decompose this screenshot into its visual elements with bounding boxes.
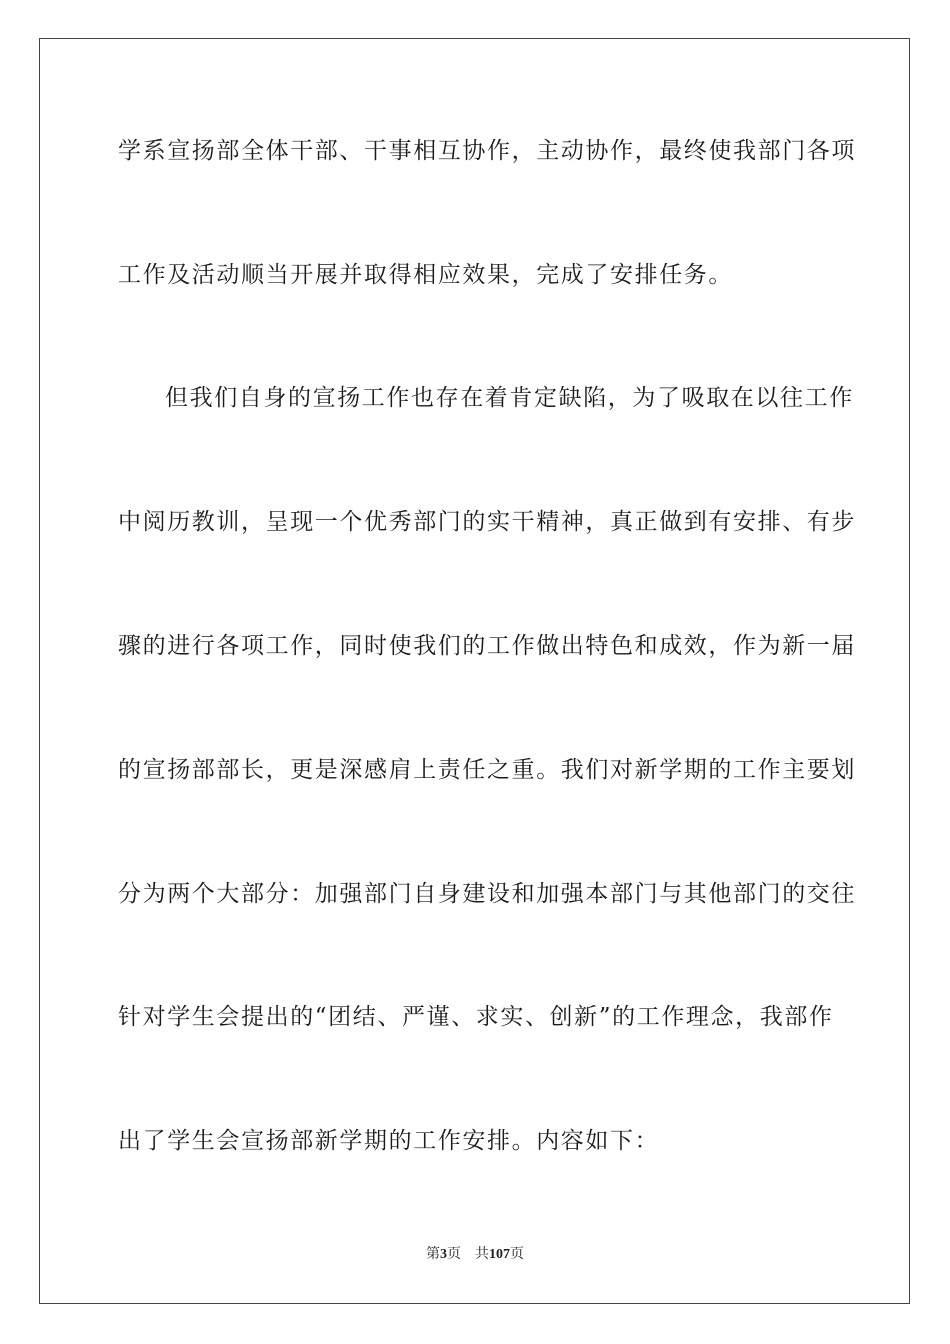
- paragraph-line: 骤的进行各项工作，同时使我们的工作做出特色和成效，作为新一届: [118, 633, 856, 659]
- paragraph-line: 出了学生会宣扬部新学期的工作安排。内容如下：: [118, 1128, 660, 1154]
- page-number: 3: [440, 1247, 447, 1262]
- page-suffix: 页: [447, 1247, 461, 1262]
- paragraph-line: 但我们自身的宣扬工作也存在着肯定缺陷，为了吸取在以往工作: [165, 385, 854, 411]
- page-border: [39, 38, 910, 1304]
- total-pages: 107: [489, 1247, 510, 1262]
- paragraph-line: 中阅历教训，呈现一个优秀部门的实干精神，真正做到有安排、有步: [118, 509, 856, 535]
- paragraph-line: 的宣扬部部长，更是深感肩上责任之重。我们对新学期的工作主要划: [118, 757, 856, 783]
- page-prefix: 第: [426, 1247, 440, 1262]
- paragraph-line: 学系宣扬部全体干部、干事相互协作，主动协作，最终使我部门各项: [118, 138, 856, 164]
- paragraph-line: 工作及活动顺当开展并取得相应效果，完成了安排任务。: [118, 262, 733, 288]
- page-footer: [0, 1246, 950, 1264]
- total-suffix: 页: [510, 1247, 524, 1262]
- paragraph-line: 针对学生会提出的“团结、严谨、求实、创新”的工作理念，我部作: [118, 1004, 834, 1030]
- paragraph-line: 分为两个大部分：加强部门自身建设和加强本部门与其他部门的交往: [118, 881, 856, 907]
- total-prefix: 共: [475, 1247, 489, 1262]
